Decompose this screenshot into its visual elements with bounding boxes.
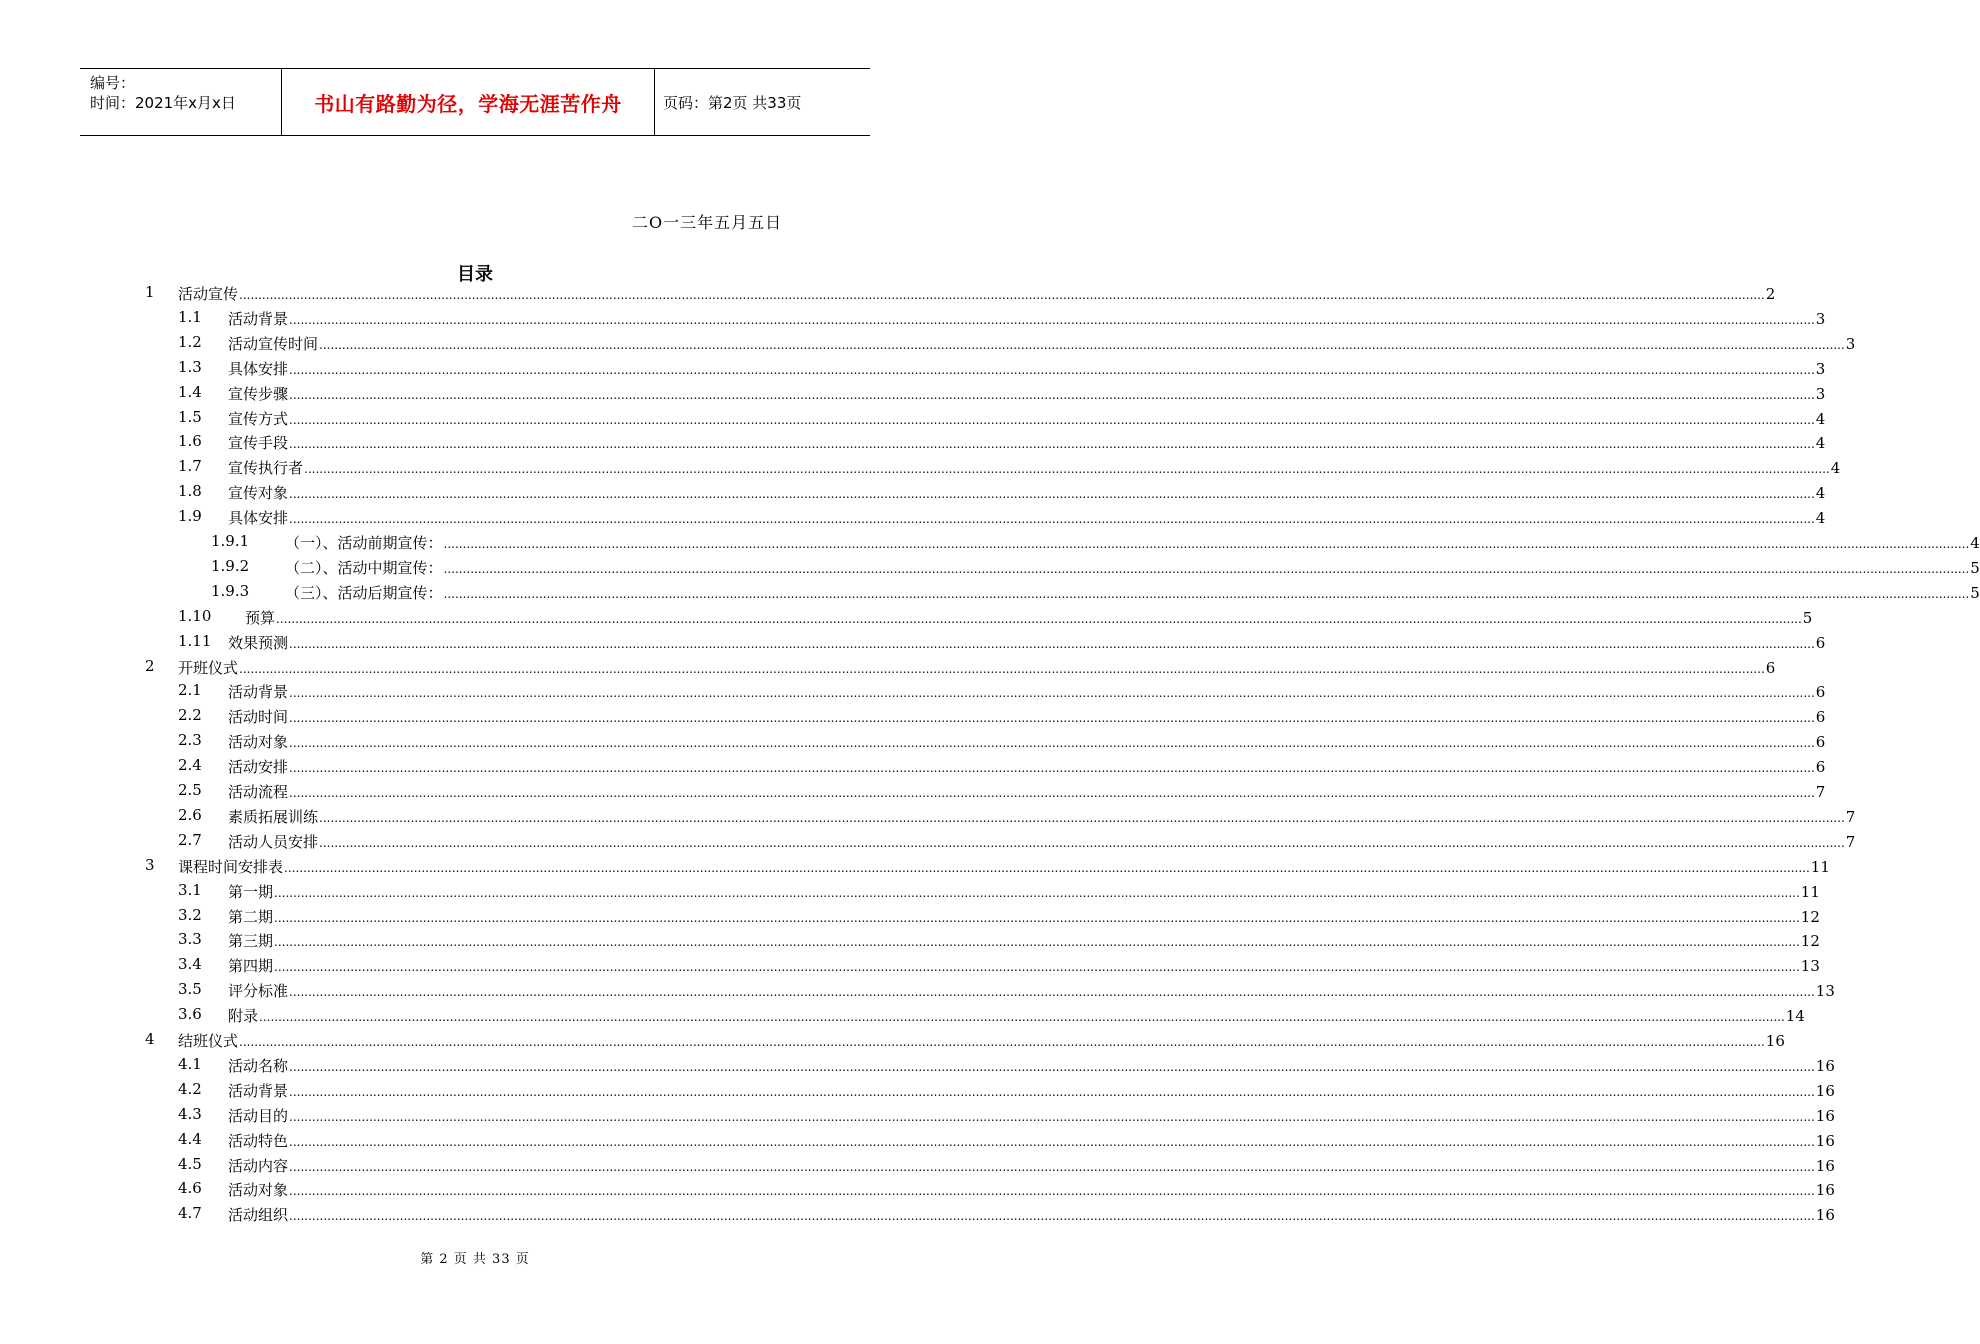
toc-entry[interactable]	[0, 731, 1826, 755]
toc-entry[interactable]	[0, 1030, 1785, 1054]
toc-entry-page: 6	[1815, 683, 1826, 702]
toc-entry-label: 活动特色	[228, 1131, 289, 1150]
toc-entry-label: 活动背景	[228, 1081, 289, 1100]
toc-entry-page: 3	[1815, 359, 1826, 378]
toc-entry[interactable]	[0, 781, 1826, 805]
toc-entry[interactable]	[0, 706, 1826, 730]
header-time-label: 时间：2021年x月x日	[90, 94, 236, 112]
toc-leader-dots: ................................................................................................................................................................................................................................................................................................................................................................................................................	[289, 1084, 1815, 1099]
toc-entry-page: 14	[1785, 1007, 1805, 1026]
toc-leader-dots: ................................................................................................................................................................................................................................................................................................................................................................................................................	[289, 1184, 1815, 1199]
toc-entry-label: 素质拓展训练	[228, 807, 319, 826]
toc-entry[interactable]	[0, 1204, 1835, 1228]
toc-entry-label: 第三期	[228, 932, 274, 951]
toc-entry[interactable]	[0, 606, 1813, 631]
toc-entry-page: 12	[1800, 907, 1820, 926]
toc-leader-dots: ................................................................................................................................................................................................................................................................................................................................................................................................................	[276, 611, 1802, 626]
toc-entry-label: （一）、活动前期宣传：	[285, 534, 443, 552]
toc-entry-label: 课程时间安排表	[178, 857, 284, 876]
toc-entry-label: 宣传手段	[228, 434, 289, 453]
toc-entry-label: 效果预测	[228, 633, 289, 652]
toc-entry[interactable]	[0, 930, 1820, 954]
toc-leader-dots: ................................................................................................................................................................................................................................................................................................................................................................................................................	[289, 412, 1815, 427]
toc-leader-dots: ................................................................................................................................................................................................................................................................................................................................................................................................................	[274, 935, 1800, 950]
toc-entry[interactable]	[0, 1005, 1805, 1029]
toc-entry[interactable]	[0, 905, 1820, 930]
toc-entry[interactable]	[0, 382, 1826, 407]
toc-entry-page: 5	[1970, 558, 1980, 577]
toc-leader-dots: ................................................................................................................................................................................................................................................................................................................................................................................................................	[289, 487, 1815, 502]
toc-entry-number: 3	[145, 855, 155, 874]
toc-leader-dots: ................................................................................................................................................................................................................................................................................................................................................................................................................	[319, 810, 1845, 825]
page-footer: 第 2 页 共 33 页	[420, 1252, 530, 1267]
toc-entry[interactable]	[0, 581, 1980, 606]
toc-entry-page: 13	[1815, 982, 1835, 1001]
toc-entry-number: 3.1	[178, 880, 202, 899]
toc-entry-number: 3.5	[178, 980, 202, 999]
toc-entry-label: 活动宣传时间	[228, 334, 319, 353]
toc-entry-label: 评分标准	[228, 982, 289, 1001]
toc-leader-dots: ................................................................................................................................................................................................................................................................................................................................................................................................................	[274, 910, 1800, 925]
toc-leader-dots: ................................................................................................................................................................................................................................................................................................................................................................................................................	[239, 1035, 1765, 1049]
toc-entry-number: 2.7	[178, 830, 202, 849]
toc-leader-dots: ................................................................................................................................................................................................................................................................................................................................................................................................................	[289, 636, 1815, 651]
toc-entry-page: 16	[1815, 1206, 1835, 1225]
toc-title: 目录	[457, 264, 493, 285]
toc-entry-number: 1.4	[178, 382, 202, 401]
toc-entry[interactable]	[0, 357, 1826, 382]
toc-entry-page: 11	[1800, 882, 1820, 901]
toc-entry-number: 4	[145, 1030, 155, 1048]
toc-entry-number: 4.5	[178, 1154, 202, 1173]
toc-entry-label: 第二期	[228, 907, 274, 926]
toc-entry[interactable]	[0, 756, 1826, 780]
toc-entry[interactable]	[0, 1079, 1835, 1104]
toc-leader-dots: ................................................................................................................................................................................................................................................................................................................................................................................................................	[239, 288, 1765, 302]
toc-entry-label: 附录	[228, 1007, 259, 1026]
toc-entry-number: 2.1	[178, 681, 202, 700]
toc-entry-page: 5	[1802, 608, 1813, 627]
toc-leader-dots: ................................................................................................................................................................................................................................................................................................................................................................................................................	[284, 860, 1810, 875]
toc-entry-label: 活动目的	[228, 1106, 289, 1125]
toc-entry-page: 6	[1815, 758, 1826, 777]
toc-leader-dots: ................................................................................................................................................................................................................................................................................................................................................................................................................	[289, 1059, 1815, 1074]
toc-entry-number: 1.9.1	[211, 532, 250, 550]
toc-entry-label: 活动流程	[228, 783, 289, 801]
toc-leader-dots: ................................................................................................................................................................................................................................................................................................................................................................................................................	[443, 537, 1970, 551]
toc-leader-dots: ................................................................................................................................................................................................................................................................................................................................................................................................................	[289, 387, 1815, 402]
toc-entry-label: 活动对象	[228, 733, 289, 752]
toc-entry[interactable]	[0, 1104, 1835, 1129]
toc-leader-dots: ................................................................................................................................................................................................................................................................................................................................................................................................................	[289, 985, 1815, 1000]
header-motto: 书山有路勤为径，学海无涯苦作舟	[282, 69, 655, 135]
toc-entry-page: 16	[1815, 1131, 1835, 1150]
toc-entry-number: 1	[145, 283, 155, 301]
toc-entry-page: 7	[1845, 807, 1856, 826]
page-header	[80, 68, 870, 136]
toc-entry-number: 3.2	[178, 905, 202, 924]
toc-entry-number: 4.2	[178, 1079, 202, 1098]
toc-entry-page: 6	[1815, 633, 1826, 652]
toc-leader-dots: ................................................................................................................................................................................................................................................................................................................................................................................................................	[289, 312, 1815, 327]
toc-entry-label: 活动安排	[228, 758, 289, 777]
toc-entry-label: 第四期	[228, 957, 274, 976]
toc-entry-number: 3.6	[178, 1005, 202, 1024]
toc-entry-number: 2.4	[178, 756, 202, 775]
toc-entry-number: 3.3	[178, 930, 202, 949]
toc-entry[interactable]	[0, 1054, 1835, 1079]
toc-entry[interactable]	[0, 1129, 1835, 1154]
toc-leader-dots: ................................................................................................................................................................................................................................................................................................................................................................................................................	[289, 711, 1815, 726]
toc-entry-label: 活动对象	[228, 1181, 289, 1200]
toc-entry[interactable]	[0, 880, 1820, 905]
toc-entry-page: 11	[1810, 857, 1830, 876]
toc-entry[interactable]	[0, 482, 1826, 506]
toc-entry-label: 活动组织	[228, 1206, 289, 1225]
toc-entry-number: 1.2	[178, 332, 202, 351]
toc-entry-page: 7	[1815, 783, 1826, 801]
toc-leader-dots: ................................................................................................................................................................................................................................................................................................................................................................................................................	[289, 686, 1815, 701]
toc-leader-dots: ................................................................................................................................................................................................................................................................................................................................................................................................................	[274, 885, 1800, 900]
toc-entry[interactable]	[0, 1179, 1835, 1203]
toc-entry[interactable]	[0, 855, 1830, 880]
toc-entry-label: 活动内容	[228, 1156, 289, 1175]
toc-entry-page: 4	[1815, 409, 1826, 428]
toc-entry-label: 宣传方式	[228, 409, 289, 428]
toc-entry-page: 7	[1845, 832, 1856, 851]
toc-entry-number: 1.1	[178, 307, 202, 326]
toc-entry-label: （二）、活动中期宣传：	[285, 558, 443, 577]
toc-leader-dots: ................................................................................................................................................................................................................................................................................................................................................................................................................	[274, 960, 1800, 975]
toc-entry-page: 16	[1815, 1156, 1835, 1175]
toc-entry-page: 16	[1815, 1181, 1835, 1200]
toc-entry-number: 1.8	[178, 482, 202, 501]
toc-entry-label: （三）、活动后期宣传：	[285, 583, 443, 602]
toc-entry[interactable]	[0, 307, 1826, 332]
toc-entry-page: 4	[1815, 509, 1826, 528]
toc-entry-number: 1.10	[178, 606, 212, 625]
toc-entry-label: 活动人员安排	[228, 832, 319, 851]
toc-entry[interactable]	[0, 656, 1776, 681]
toc-leader-dots: ................................................................................................................................................................................................................................................................................................................................................................................................................	[319, 835, 1845, 850]
toc-entry[interactable]	[0, 681, 1826, 705]
toc-leader-dots: ................................................................................................................................................................................................................................................................................................................................................................................................................	[289, 1159, 1815, 1174]
toc-leader-dots: ................................................................................................................................................................................................................................................................................................................................................................................................................	[289, 512, 1815, 527]
toc-entry[interactable]	[0, 1154, 1835, 1179]
toc-leader-dots: ................................................................................................................................................................................................................................................................................................................................................................................................................	[239, 661, 1765, 676]
toc-entry-label: 第一期	[228, 882, 274, 901]
toc-entry-label: 宣传执行者	[228, 459, 304, 478]
toc-entry-number: 4.7	[178, 1204, 202, 1223]
toc-leader-dots: ................................................................................................................................................................................................................................................................................................................................................................................................................	[304, 462, 1830, 477]
toc-entry-label: 预算	[245, 608, 276, 627]
toc-entry-number: 1.9.3	[211, 581, 250, 600]
toc-entry-page: 3	[1815, 384, 1826, 403]
toc-entry-number: 2.5	[178, 781, 202, 799]
toc-entry-page: 5	[1970, 583, 1980, 602]
toc-entry-number: 4.6	[178, 1179, 202, 1198]
toc-entry[interactable]	[0, 283, 1776, 307]
toc-entry-page: 6	[1765, 658, 1776, 677]
toc-entry-number: 2.2	[178, 706, 202, 725]
toc-entry-label: 具体安排	[228, 509, 289, 528]
toc-entry[interactable]	[0, 457, 1841, 481]
toc-entry-page: 6	[1815, 733, 1826, 752]
toc-entry-label: 活动背景	[228, 683, 289, 702]
toc-entry[interactable]	[0, 556, 1980, 581]
toc-entry-page: 2	[1765, 285, 1776, 303]
toc-entry-number: 4.4	[178, 1129, 202, 1148]
toc-entry-label: 宣传步骤	[228, 384, 289, 403]
toc-entry-number: 2.6	[178, 805, 202, 824]
toc-entry-label: 宣传对象	[228, 484, 289, 503]
toc-entry-page: 12	[1800, 932, 1820, 951]
toc-entry-number: 1.3	[178, 357, 202, 376]
toc-leader-dots: ................................................................................................................................................................................................................................................................................................................................................................................................................	[319, 337, 1845, 352]
toc-entry-page: 4	[1815, 434, 1826, 453]
toc-entry-number: 3.4	[178, 955, 202, 974]
document-date: 二O一三年五月五日	[632, 213, 783, 232]
toc-entry-label: 开班仪式	[178, 658, 239, 677]
toc-entry-label: 结班仪式	[178, 1032, 239, 1050]
toc-entry-page: 16	[1815, 1106, 1835, 1125]
toc-leader-dots: ................................................................................................................................................................................................................................................................................................................................................................................................................	[289, 437, 1815, 452]
toc-entry-number: 2	[145, 656, 155, 675]
toc-entry-page: 16	[1815, 1056, 1835, 1075]
header-page-info: 页码：第2页 共33页	[663, 93, 802, 112]
toc-entry-page: 3	[1845, 334, 1856, 353]
toc-entry[interactable]	[0, 432, 1826, 456]
toc-entry-page: 13	[1800, 957, 1820, 976]
toc-entry-number: 1.11	[178, 631, 212, 650]
toc-entry-page: 4	[1970, 534, 1980, 552]
toc-entry[interactable]	[0, 980, 1835, 1004]
toc-entry[interactable]	[0, 955, 1820, 979]
toc-leader-dots: ................................................................................................................................................................................................................................................................................................................................................................................................................	[259, 1010, 1785, 1025]
toc-entry-page: 16	[1765, 1032, 1785, 1050]
toc-entry-page: 4	[1830, 459, 1841, 478]
toc-entry[interactable]	[0, 507, 1826, 531]
toc-leader-dots: ................................................................................................................................................................................................................................................................................................................................................................................................................	[289, 1209, 1815, 1224]
header-left-cell	[80, 69, 282, 135]
toc-entry-number: 2.3	[178, 731, 202, 750]
toc-entry-label: 活动宣传	[178, 285, 239, 303]
toc-leader-dots: ................................................................................................................................................................................................................................................................................................................................................................................................................	[289, 362, 1815, 377]
header-id-label: 编号：	[90, 74, 136, 92]
toc-entry-number: 1.9.2	[211, 556, 250, 575]
toc-entry-page: 16	[1815, 1081, 1835, 1100]
toc-entry-label: 活动名称	[228, 1056, 289, 1075]
toc-entry-label: 活动背景	[228, 309, 289, 328]
toc-leader-dots: ................................................................................................................................................................................................................................................................................................................................................................................................................	[289, 736, 1815, 751]
toc-entry[interactable]	[0, 830, 1856, 855]
toc-leader-dots: ................................................................................................................................................................................................................................................................................................................................................................................................................	[289, 1134, 1815, 1149]
toc-entry-number: 4.3	[178, 1104, 202, 1123]
toc-leader-dots: ................................................................................................................................................................................................................................................................................................................................................................................................................	[289, 761, 1815, 776]
toc-entry[interactable]	[0, 332, 1856, 357]
toc-entry-number: 1.9	[178, 507, 202, 526]
toc-leader-dots: ................................................................................................................................................................................................................................................................................................................................................................................................................	[289, 1109, 1815, 1124]
toc-entry-page: 3	[1815, 309, 1826, 328]
toc-entry-label: 活动时间	[228, 708, 289, 727]
toc-leader-dots: ................................................................................................................................................................................................................................................................................................................................................................................................................	[289, 786, 1815, 800]
toc-entry-label: 具体安排	[228, 359, 289, 378]
toc-leader-dots: ................................................................................................................................................................................................................................................................................................................................................................................................................	[443, 586, 1970, 601]
toc-entry[interactable]	[0, 631, 1826, 656]
toc-entry-number: 1.6	[178, 432, 202, 451]
toc-entry[interactable]	[0, 805, 1856, 830]
toc-entry[interactable]	[0, 407, 1826, 432]
toc-entry-number: 4.1	[178, 1054, 202, 1073]
toc-leader-dots: ................................................................................................................................................................................................................................................................................................................................................................................................................	[443, 561, 1970, 576]
toc-entry-number: 1.5	[178, 407, 202, 426]
toc-entry-page: 6	[1815, 708, 1826, 727]
toc-entry-number: 1.7	[178, 457, 202, 476]
toc-entry[interactable]	[0, 532, 1980, 556]
toc-entry-page: 4	[1815, 484, 1826, 503]
